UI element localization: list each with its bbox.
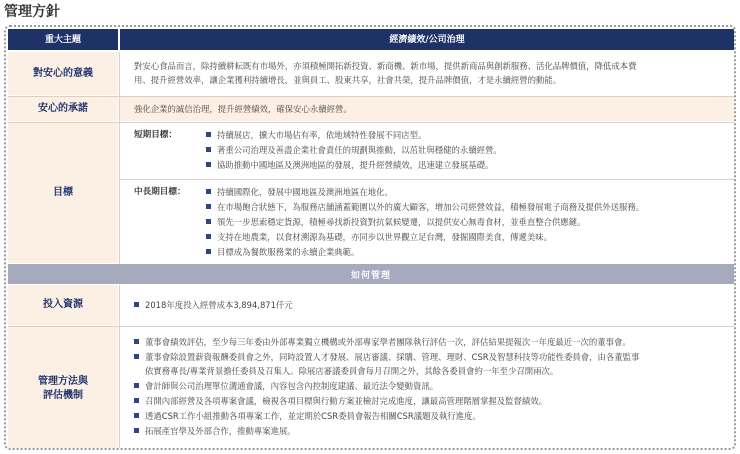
management-table-frame <box>4 25 736 450</box>
row-content-goals <box>120 123 734 263</box>
list-item: 董事會除設置薪資報酬委員會之外，同時設置人才發展、展店審議、採購、管理、理財、CSR及智慧科技等功能性委員會，由各董監事 <box>134 350 724 364</box>
significance-line-1: 對安心食品而言，除持續耕耘既有市場外，亦須積極開拓新投資、新商機、新市場，提供新商品與創新服務、活化品牌價值，降低成本費 <box>134 61 637 71</box>
list-item: 2018年度投入經營成本3,894,871仟元 <box>134 298 724 312</box>
bullet-square-icon <box>134 413 139 418</box>
promise-text: 強化企業的誠信治理，提升經營績效，確保安心永續經營。 <box>134 104 352 114</box>
goals-divider <box>120 179 734 180</box>
label-line: 管理方法與 <box>38 375 88 387</box>
list-item: 召開內部經營及各項專案會議，檢視各項目標與行動方案並檢討完成進度，讓最高管理階層掌握及監督績效。 <box>134 394 724 408</box>
column-divider <box>119 52 120 264</box>
bullet-square-icon <box>206 162 211 167</box>
table-header <box>8 29 734 50</box>
bullet-square-icon <box>134 339 139 344</box>
list-item: 持續展店，擴大市場佔有率，依地域特性發展不同店型。 <box>206 128 724 142</box>
list-item-continuation: 依實務專長/專業背景擔任委員及召集人。除展店審議委員會每月召開之外，其餘各委員會約一年至少召開兩次。 <box>145 366 559 376</box>
list-item: 董事會績效評估，至少每三年委由外部專業獨立機構或外部專家學者團隊執行評估一次，評估結果提報次一年度最近一次的董事會。 <box>134 335 724 349</box>
bullet-square-icon <box>206 189 211 194</box>
list-item: 會計師與公司治理單位溝通會議，內容包含內控制度建議、最近法令變動資訊。 <box>134 379 724 393</box>
row-significance <box>8 52 734 95</box>
header-topic: 重大主題 <box>44 34 81 45</box>
row-management-methods <box>8 327 734 450</box>
row-content-management-methods <box>120 327 734 450</box>
mid-term-label: 中長期目標： <box>134 187 186 197</box>
list-item: 持續國際化，發展中國地區及澳洲地區在地化。 <box>206 185 724 199</box>
bullet-square-icon <box>134 354 139 359</box>
bullet-square-icon <box>206 234 211 239</box>
label-line: 評估機制 <box>43 389 83 401</box>
page-title: 管理方針 <box>4 4 60 20</box>
list-item: 拓展產官學及外部合作，推動專案進展。 <box>134 424 724 438</box>
bullet-square-icon <box>206 204 211 209</box>
bullet-square-icon <box>134 428 139 433</box>
row-content-promise <box>120 97 734 121</box>
row-content-significance <box>120 52 734 95</box>
list-item: 著重公司治理及善盡企業社會責任的規劃與推動，以茁壯與穩健的永續經營。 <box>206 143 724 157</box>
list-item: 目標成為餐飲服務業的永續企業典範。 <box>206 245 724 259</box>
row-content-input-resources <box>120 285 734 325</box>
section-bar-how-to-manage <box>8 264 734 284</box>
section-bar-title: 如何管理 <box>350 270 391 281</box>
bullet-square-icon <box>134 398 139 403</box>
row-label-management-methods <box>8 327 118 450</box>
list-item: 支持在地農業，以食材溯源為基礎，亦同步以世界觀立足台灣，發掘國際美食，傳遞美味。 <box>206 230 724 244</box>
short-term-label: 短期目標： <box>134 130 177 140</box>
row-label-promise: 安心的承諾 <box>8 97 118 121</box>
row-label-input-resources: 投入資源 <box>8 285 118 325</box>
list-item: 在市場飽合狀態下，為服務店舖涵蓋範圍以外的廣大顧客，增加公司經營效益，積極發展電子商務及提供外送服務。 <box>206 200 724 214</box>
significance-line-2: 用、提升經營效率，讓企業獲利持續增長，並與員工、股東共享，社會共榮，提升品牌價值，才是永續經營的動能。 <box>134 75 562 85</box>
bullet-square-icon <box>206 249 211 254</box>
list-item: 透過CSR工作小組推動各項專案工作，並定期於CSR委員會報告相關CSR議題及執行進度。 <box>134 409 724 423</box>
row-label-significance: 對安心的意義 <box>8 52 118 95</box>
row-input-resources <box>8 285 734 325</box>
row-goals <box>8 123 734 263</box>
row-label-goals: 目標 <box>8 123 118 263</box>
row-promise <box>8 97 734 121</box>
bullet-square-icon <box>206 219 211 224</box>
list-item: 協助推動中國地區及澳洲地區的發展，提升經營績效，迅速建立發展基礎。 <box>206 158 724 172</box>
header-performance: 經濟績效/公司治理 <box>389 34 465 45</box>
bullet-square-icon <box>134 383 139 388</box>
bullet-square-icon <box>206 147 211 152</box>
column-divider <box>119 285 120 450</box>
bullet-square-icon <box>134 302 139 307</box>
list-item: 領先一步思索穩定貨源，積極尋找新投資對抗氣候變遷，以提供安心無毒食材，並垂直整合供應鏈。 <box>206 215 724 229</box>
bullet-square-icon <box>206 132 211 137</box>
